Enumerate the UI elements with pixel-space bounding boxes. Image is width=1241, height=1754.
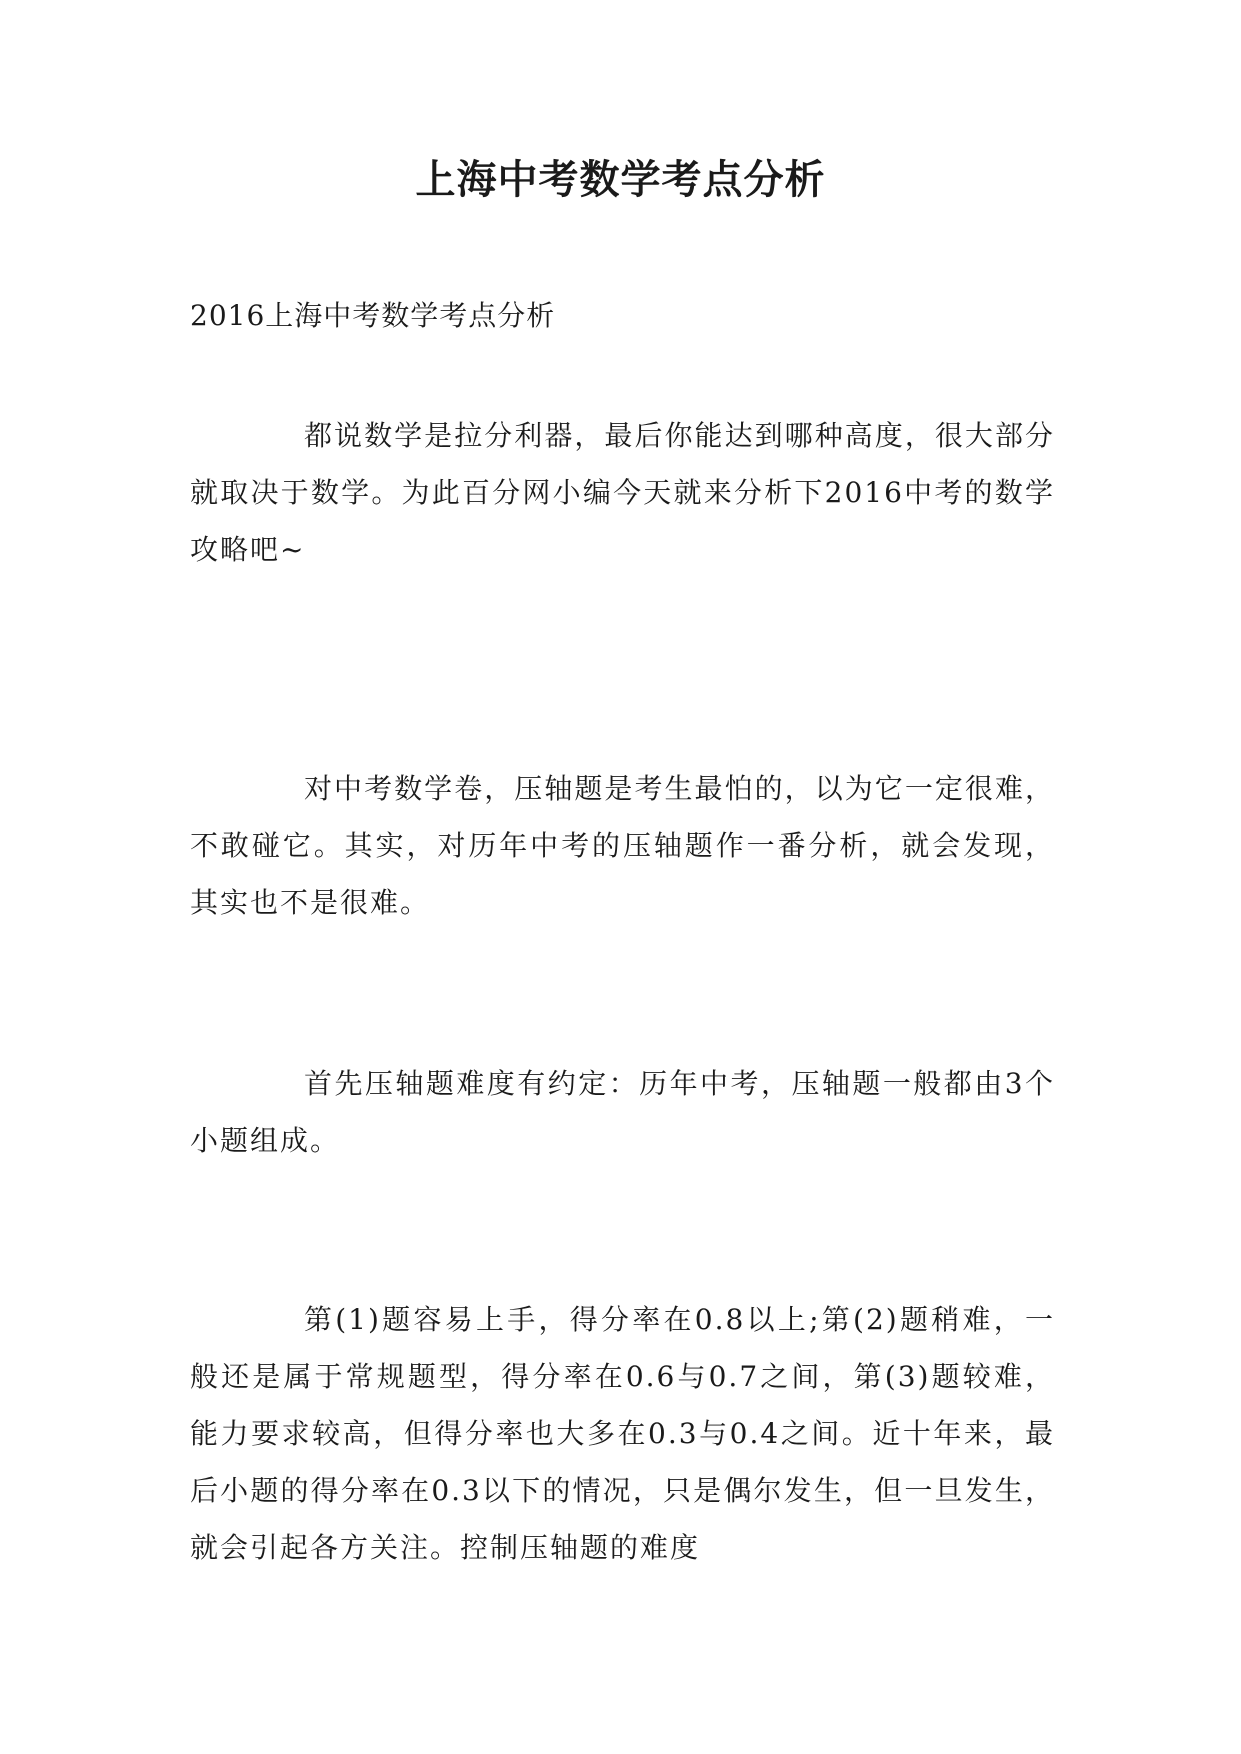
document-title: 上海中考数学考点分析 xyxy=(415,156,826,203)
paragraph-difficulty-convention: 首先压轴题难度有约定：历年中考，压轴题一般都由3个小题组成。 xyxy=(190,1067,1055,1157)
document-subtitle: 2016上海中考数学考点分析 xyxy=(190,299,556,332)
paragraph-intro: 都说数学是拉分利器，最后你能达到哪种高度，很大部分就取决于数学。为此百分网小编今天就来分析下2016中考的数学攻略吧~ xyxy=(190,419,1055,566)
paragraph-score-rates: 第(1)题容易上手，得分率在0.8以上;第(2)题稍难，一般还是属于常规题型，得分率在0.6与0.7之间，第(3)题较难，能力要求较高，但得分率也大多在0.3与0.4之间。近十年来，最后小题的得分率在0.3以下的情况，只是偶尔发生，但一旦发生，就会引起各方关注。控制压轴题的难度 xyxy=(190,1303,1055,1564)
paragraph-final-question: 对中考数学卷，压轴题是考生最怕的，以为它一定很难，不敢碰它。其实，对历年中考的压轴题作一番分析，就会发现，其实也不是很难。 xyxy=(190,772,1055,919)
